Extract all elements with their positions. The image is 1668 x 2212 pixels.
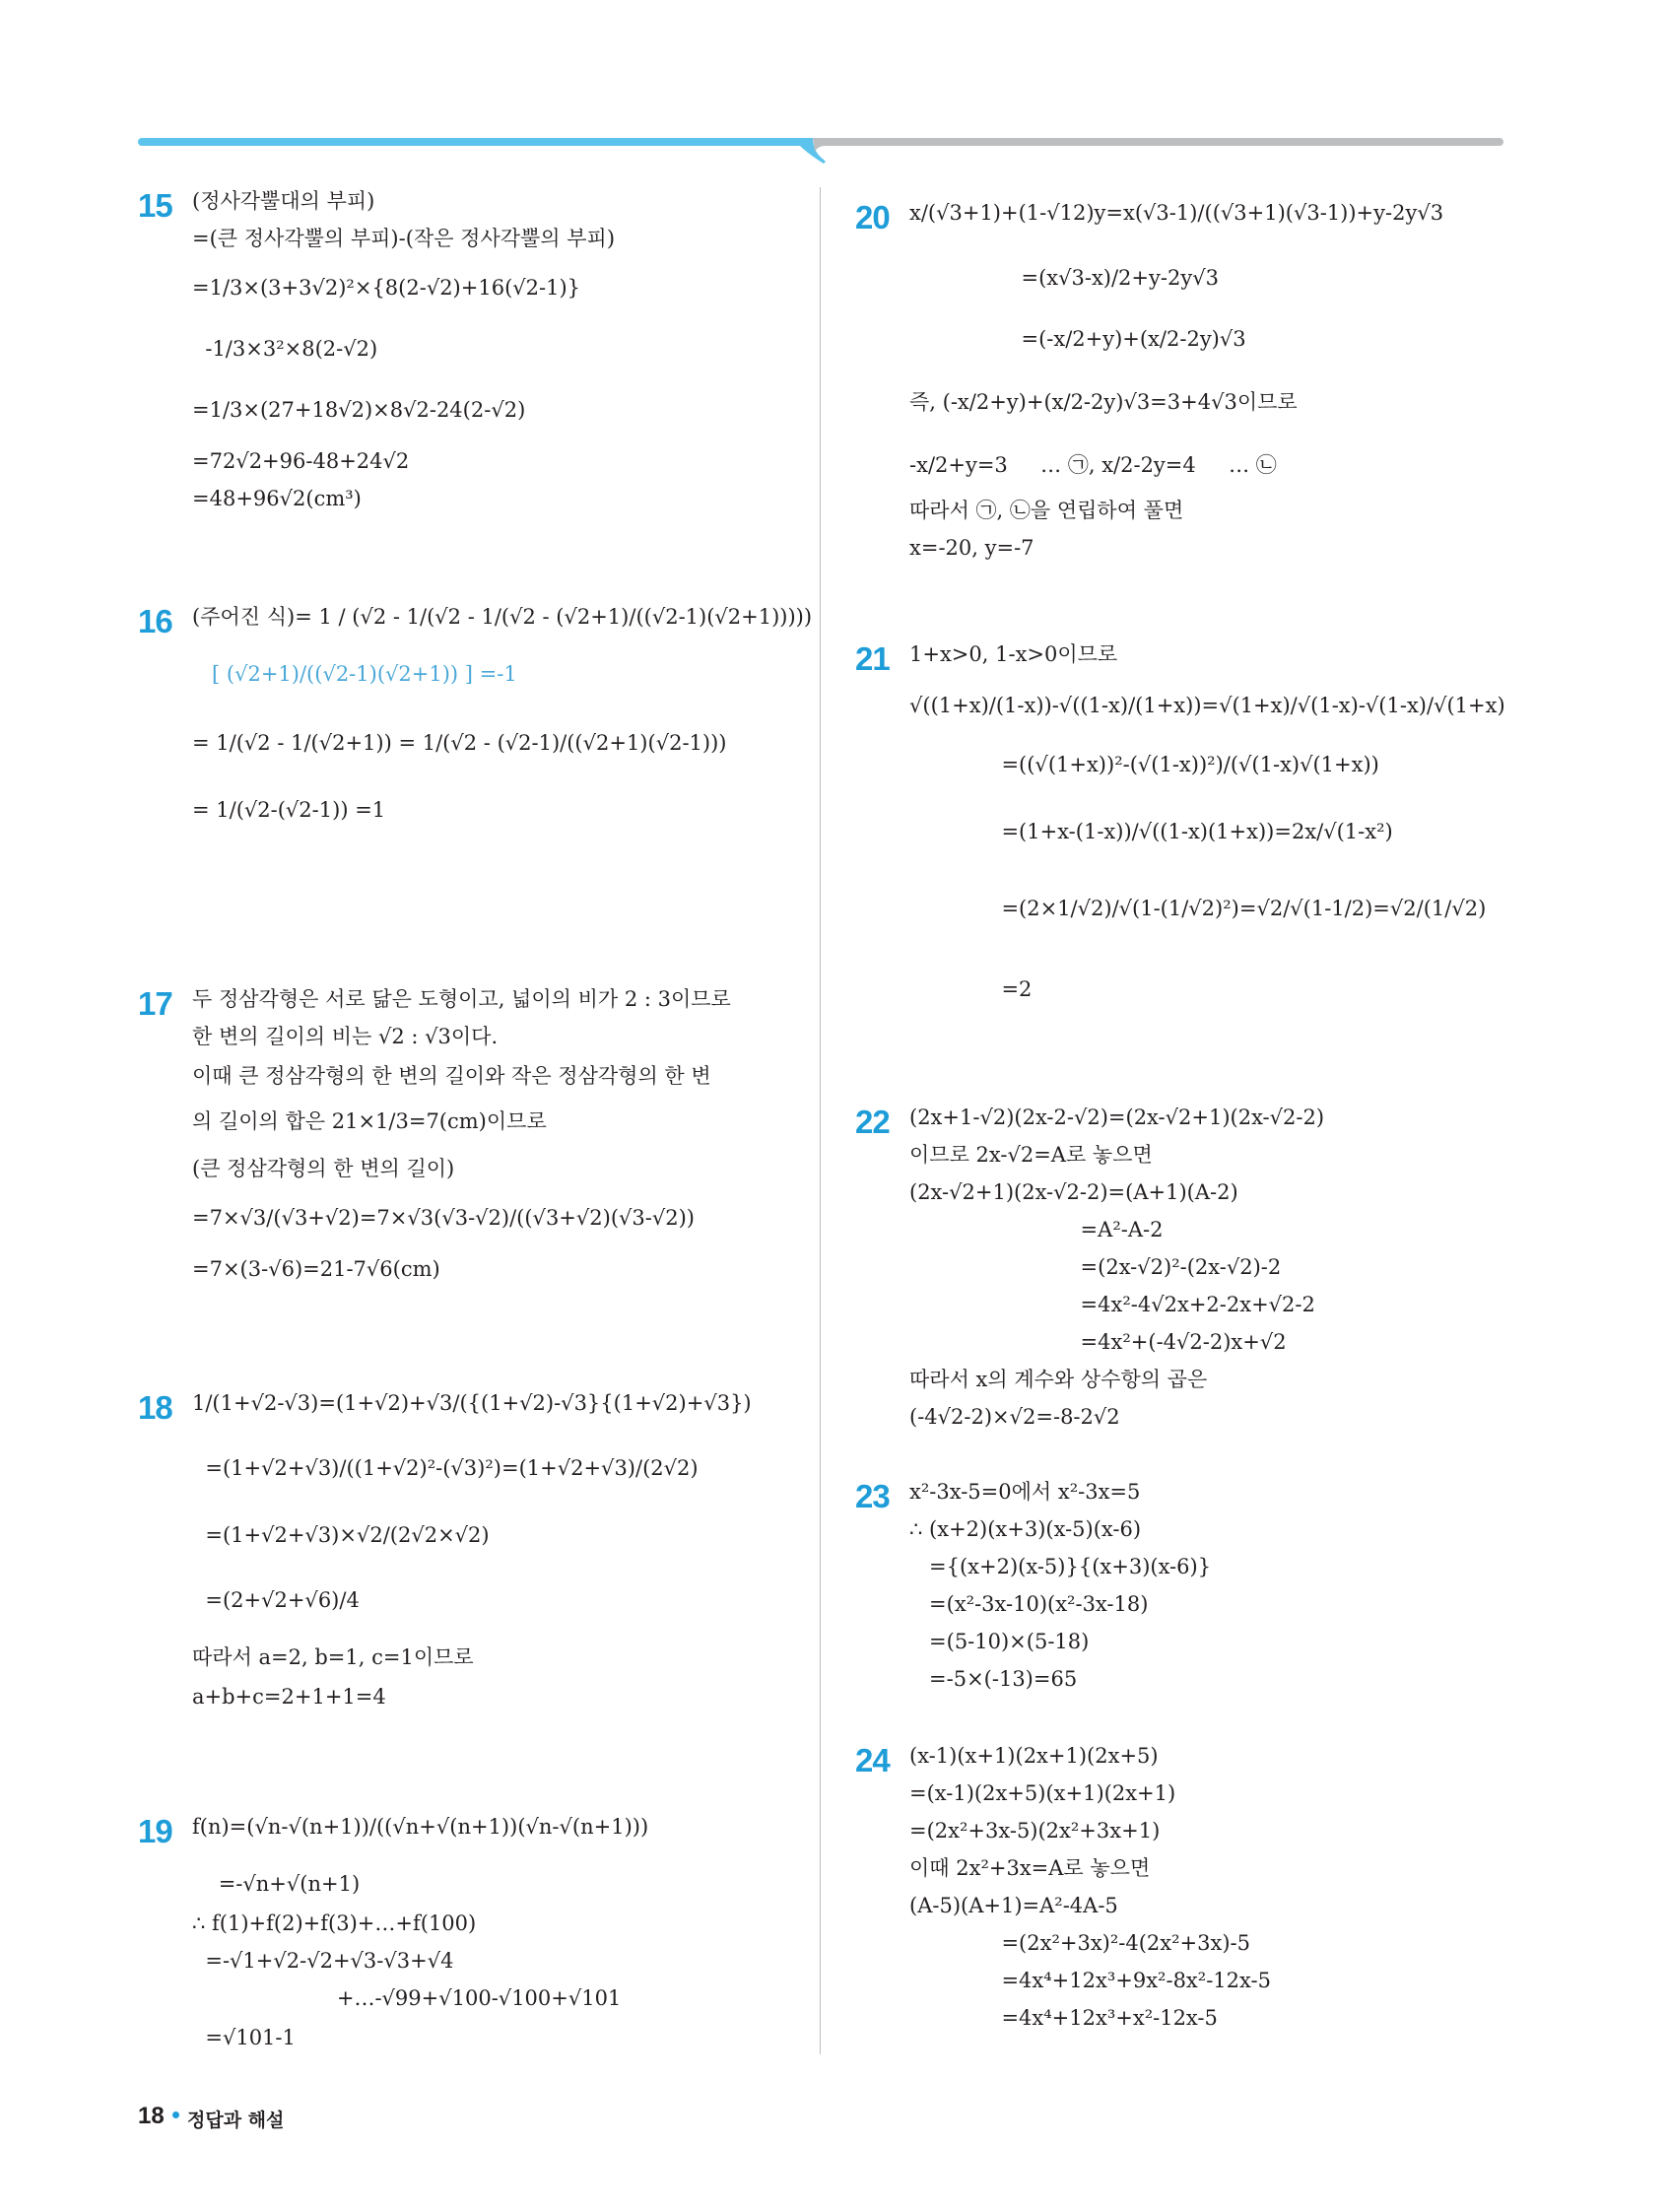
solution-line: =(1+x-(1-x))/√((1-x)(1+x))=2x/√(1-x²) [909,820,1393,843]
column-divider [820,187,821,2054]
header-bar-notch [800,138,826,164]
solution-line: 의 길이의 합은 21×1/3=7(cm)이므로 [192,1109,547,1133]
solution-line: = 1/(√2-(√2-1)) =1 [192,798,386,822]
solution-line: ∴ (x+2)(x+3)(x-5)(x-6) [909,1517,1142,1541]
problem-number: 18 [138,1389,172,1426]
solution-line: =((√(1+x))²-(√(1-x))²)/(√(1-x)√(1+x)) [909,753,1379,776]
solution-line: x=-20, y=-7 [909,536,1034,560]
footer-label: 정답과 해설 [187,2110,285,2131]
solution-line: =2 [909,977,1033,1001]
solution-line: =4x²+(-4√2-2)x+√2 [909,1330,1287,1354]
solution-line: (2x+1-√2)(2x-2-√2)=(2x-√2+1)(2x-√2-2) [909,1106,1325,1129]
solution-line: =(5-10)×(5-18) [909,1630,1090,1653]
solution-line: =4x⁴+12x³+9x²-8x²-12x-5 [909,1969,1271,1992]
problem-number: 15 [138,187,172,224]
problem-number: 16 [138,603,172,639]
solution-line: √((1+x)/(1-x))-√((1-x)/(1+x))=√(1+x)/√(1-x)-√(1-x)/√(1+x) [909,694,1505,717]
solution-line: 1+x>0, 1-x>0이므로 [909,642,1118,666]
solution-line: 한 변의 길이의 비는 √2 : √3이다. [192,1025,499,1048]
solution-line: =1/3×(27+18√2)×8√2-24(2-√2) [192,398,526,422]
problem-number: 19 [138,1813,172,1849]
solution-line: =7×(3-√6)=21-7√6(cm) [192,1257,440,1281]
solution-line: =48+96√2(cm³) [192,487,362,510]
solution-line: =(2x²+3x)²-4(2x²+3x)-5 [909,1931,1250,1955]
solution-line: =-5×(-13)=65 [909,1667,1078,1691]
solution-line: (A-5)(A+1)=A²-4A-5 [909,1894,1118,1917]
solution-line: (정사각뿔대의 부피) [192,189,375,213]
solution-line: (x-1)(x+1)(2x+1)(2x+5) [909,1744,1159,1768]
solution-line: (2x-√2+1)(2x-√2-2)=(A+1)(A-2) [909,1180,1238,1204]
solution-line: f(n)=(√n-√(n+1))/((√n+√(n+1))(√n-√(n+1))) [192,1815,649,1839]
solution-line: =(2×1/√2)/√(1-(1/√2)²)=√2/√(1-1/2)=√2/(1/√2) [909,897,1487,920]
solution-line: =(x√3-x)/2+y-2y√3 [909,266,1219,290]
solution-line: =(2x-√2)²-(2x-√2)-2 [909,1255,1282,1279]
solution-line: +…-√99+√100-√100+√101 [192,1986,622,2010]
solution-line: =7×√3/(√3+√2)=7×√3(√3-√2)/((√3+√2)(√3-√2)) [192,1206,695,1230]
solution-line: =(-x/2+y)+(x/2-2y)√3 [909,327,1246,351]
solution-line: =A²-A-2 [909,1218,1164,1241]
problem-number: 20 [855,199,890,235]
highlighted-substep: [ (√2+1)/((√2-1)(√2+1)) ] =-1 [192,662,517,686]
solution-line: 따라서 a=2, b=1, c=1이므로 [192,1645,474,1669]
solution-line: 따라서 ㉠, ㉡을 연립하여 풀면 [909,499,1184,522]
solution-line: 1/(1+√2-√3)=(1+√2)+√3/({(1+√2)-√3}{(1+√2)+√3}) [192,1391,752,1415]
solution-line: =(1+√2+√3)/((1+√2)²-(√3)²)=(1+√2+√3)/(2√2) [192,1456,699,1480]
solution-line: = 1/(√2 - 1/(√2+1)) = 1/(√2 - (√2-1)/((√2+1)(√2-1))) [192,731,727,755]
solution-line: (주어진 식)= 1 / (√2 - 1/(√2 - 1/(√2 - (√2+1)/((√2-1)(√2+1))))) [192,605,813,629]
solution-line: =-√1+√2-√2+√3-√3+√4 [192,1949,454,1973]
solution-line: x²-3x-5=0에서 x²-3x=5 [909,1480,1141,1504]
solution-line: =1/3×(3+3√2)²×{8(2-√2)+16(√2-1)} [192,276,581,300]
problem-number: 17 [138,985,172,1022]
solution-line: -1/3×3²×8(2-√2) [192,337,378,361]
problem-number: 24 [855,1742,890,1778]
solution-line: 이때 2x²+3x=A로 놓으면 [909,1856,1151,1880]
solution-line: 두 정삼각형은 서로 닮은 도형이고, 넓이의 비가 2 : 3이므로 [192,987,731,1011]
solution-line: =(2x²+3x-5)(2x²+3x+1) [909,1819,1161,1843]
solution-line: 이때 큰 정삼각형의 한 변의 길이와 작은 정삼각형의 한 변 [192,1064,711,1088]
solution-line: 이므로 2x-√2=A로 놓으면 [909,1143,1153,1167]
problem-number: 22 [855,1104,890,1140]
solution-line: ∴ f(1)+f(2)+f(3)+…+f(100) [192,1911,477,1935]
page-number: 18 [138,2103,165,2129]
solution-line: a+b+c=2+1+1=4 [192,1685,386,1709]
solution-line: -x/2+y=3 … ㉠, x/2-2y=4 … ㉡ [909,453,1277,477]
problem-number: 21 [855,640,890,677]
solution-line: =√101-1 [192,2026,296,2049]
solution-line: 즉, (-x/2+y)+(x/2-2y)√3=3+4√3이므로 [909,390,1298,414]
header-bar-left [138,138,813,146]
solution-line: =(큰 정사각뿔의 부피)-(작은 정사각뿔의 부피) [192,227,616,250]
solution-line: x/(√3+1)+(1-√12)y=x(√3-1)/((√3+1)(√3-1))+y-2y√3 [909,201,1444,225]
problem-number: 23 [855,1478,890,1514]
solution-line: (-4√2-2)×√2=-8-2√2 [909,1405,1120,1429]
solution-line: =(x-1)(2x+5)(x+1)(2x+1) [909,1781,1176,1805]
solution-line: ={(x+2)(x-5)}{(x+3)(x-6)} [909,1555,1212,1578]
solution-line: =72√2+96-48+24√2 [192,449,410,473]
solution-line: 따라서 x의 계수와 상수항의 곱은 [909,1368,1208,1391]
solution-line: =(x²-3x-10)(x²-3x-18) [909,1592,1149,1616]
solution-line: =(2+√2+√6)/4 [192,1588,360,1612]
bullet-icon [172,2111,179,2118]
solution-line: (큰 정삼각형의 한 변의 길이) [192,1157,455,1180]
header-bar-right [826,138,1503,146]
solution-line: =4x⁴+12x³+x²-12x-5 [909,2006,1218,2030]
solution-line: =4x²-4√2x+2-2x+√2-2 [909,1293,1315,1316]
solution-line: =-√n+√(n+1) [192,1872,361,1896]
solution-line: =(1+√2+√3)×√2/(2√2×√2) [192,1523,490,1547]
